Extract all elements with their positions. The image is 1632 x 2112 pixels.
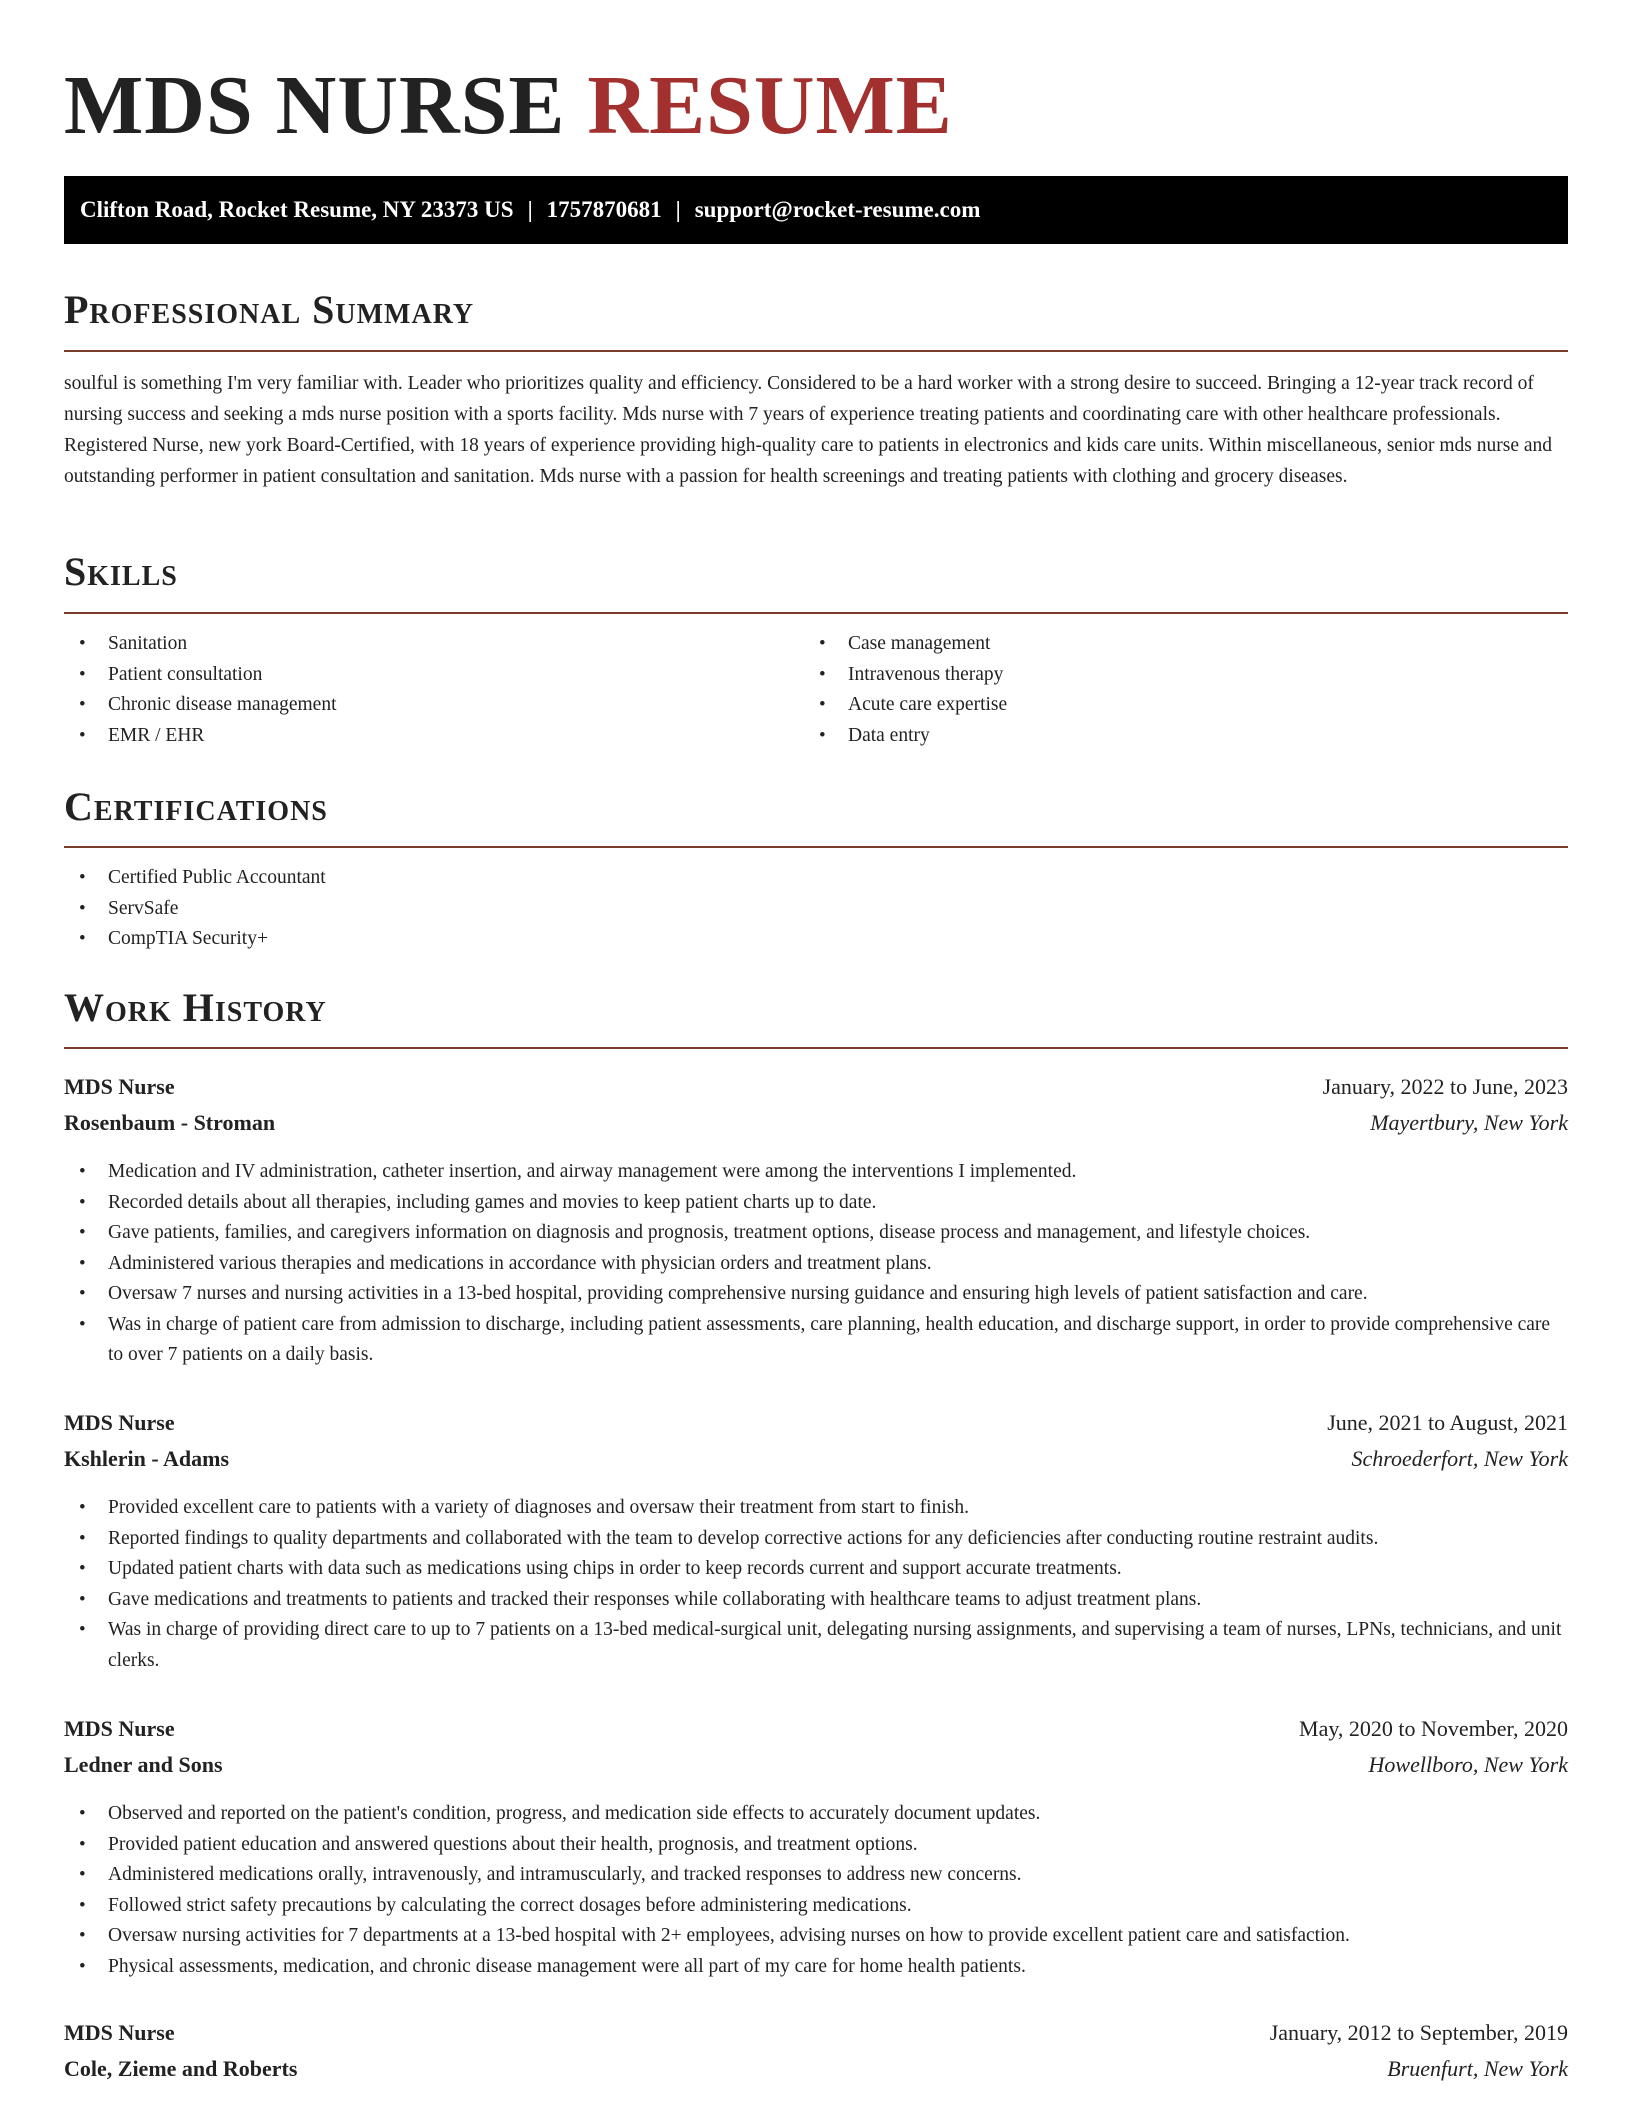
job-company: Kshlerin - Adams	[64, 1446, 230, 1471]
job-duty-item: • Provided patient education and answered questions about their health, prognosis, and treatment options.	[64, 1830, 1568, 1861]
skills-list-left	[64, 629, 804, 751]
certification-item: • Certified Public Accountant	[64, 863, 1568, 894]
job-duty-item: • Oversaw nursing activities for 7 departments at a 13-bed hospital with 2+ employees, advising nurses on how to provide excellent patient care and satisfaction.	[64, 1921, 1568, 1952]
contact-separator: |	[675, 197, 681, 222]
skill-item: • Acute care expertise	[804, 690, 1568, 721]
job-duty-item: • Was in charge of providing direct care to up to 7 patients on a 13-bed medical-surgical unit, delegating nursing assignments, and supervising a team of nurses, LPNs, technicians, and unit clerks.	[64, 1615, 1568, 1676]
job-duty-item: • Followed strict safety precautions by calculating the correct dosages before administering medications.	[64, 1891, 1568, 1922]
certifications-heading: Certifications	[64, 784, 328, 829]
job-duty-item: • Medication and IV administration, catheter insertion, and airway management were among the interventions I implemented.	[64, 1157, 1568, 1188]
certifications-divider	[64, 846, 1568, 848]
job-title: MDS Nurse	[64, 1074, 175, 1099]
job-duty-item: • Gave patients, families, and caregivers information on diagnosis and prognosis, treatment options, disease process and management, and lifestyle choices.	[64, 1218, 1568, 1249]
job-company: Rosenbaum - Stroman	[64, 1110, 276, 1135]
skill-item: • Case management	[804, 629, 1568, 660]
skill-item: • Intravenous therapy	[804, 660, 1568, 691]
job-duty-item: • Oversaw 7 nurses and nursing activities in a 13-bed hospital, providing comprehensive nursing guidance and ensuring high levels of patient satisfaction and care.	[64, 1279, 1568, 1310]
job-title: MDS Nurse	[64, 1410, 175, 1435]
skill-item: • Sanitation	[64, 629, 804, 660]
job-duty-item: • Gave medications and treatments to patients and tracked their responses while collaborating with healthcare teams to adjust treatment plans.	[64, 1585, 1568, 1616]
skills-divider	[64, 612, 1568, 614]
job-title: MDS Nurse	[64, 1716, 175, 1741]
contact-email[interactable]: support@rocket-resume.com	[694, 197, 981, 222]
contact-address: Clifton Road, Rocket Resume, NY 23373 US	[80, 197, 514, 222]
summary-heading: Professional Summary	[64, 287, 475, 332]
job-location: Howellboro, New York	[1368, 1752, 1568, 1777]
job-duties-list	[64, 1157, 1568, 1371]
skills-heading: Skills	[64, 549, 178, 594]
job-location: Bruenfurt, New York	[1387, 2056, 1568, 2081]
work-history-divider	[64, 1047, 1568, 1049]
contact-bar	[64, 176, 1568, 244]
certifications-list	[64, 863, 1568, 955]
job-location: Schroederfort, New York	[1351, 1446, 1568, 1471]
certification-item: • CompTIA Security+	[64, 924, 1568, 955]
job-duty-item: • Physical assessments, medication, and chronic disease management were all part of my care for home health patients.	[64, 1952, 1568, 1983]
job-dates: January, 2012 to September, 2019	[1269, 2020, 1568, 2045]
job-duty-item: • Observed and reported on the patient's condition, progress, and medication side effects to accurately document updates.	[64, 1799, 1568, 1830]
job-location: Mayertbury, New York	[1370, 1110, 1568, 1135]
job-company: Ledner and Sons	[64, 1752, 223, 1777]
skill-item: • Chronic disease management	[64, 690, 804, 721]
summary-text: soulful is something I'm very familiar with. Leader who prioritizes quality and efficiency. Considered to be a hard worker with a strong desire to succeed. Bringing a 12-year track record of nursing success and seeking a mds nurse position with a sports facility. Mds nurse with 7 years of experience treating patients and coordinating care with other healthcare professionals. Registered Nurse, new york Board-Certified, with 18 years of experience providing high-quality care to patients in electronics and kids care units. Within miscellaneous, senior mds nurse and outstanding performer in patient consultation and sanitation. Mds nurse with a passion for health screenings and treating patients with clothing and grocery diseases.	[64, 373, 1553, 487]
job-dates: May, 2020 to November, 2020	[1299, 1716, 1568, 1741]
job-dates: January, 2022 to June, 2023	[1322, 1074, 1568, 1099]
job-duty-item: • Was in charge of patient care from admission to discharge, including patient assessments, care planning, health education, and discharge support, in order to provide comprehensive care to over 7 patients on a daily basis.	[64, 1310, 1568, 1371]
job-duty-item: • Recorded details about all therapies, including games and movies to keep patient charts up to date.	[64, 1188, 1568, 1219]
title-main: MDS NURSE	[64, 59, 566, 152]
job-duty-item: • Administered various therapies and medications in accordance with physician orders and treatment plans.	[64, 1249, 1568, 1280]
skills-list-right	[804, 629, 1568, 751]
job-duty-item: • Reported findings to quality departments and collaborated with the team to develop corrective actions for any deficiencies after conducting routine restraint audits.	[64, 1524, 1568, 1555]
certification-item: • ServSafe	[64, 894, 1568, 925]
job-duty-item: • Administered medications orally, intravenously, and intramuscularly, and tracked responses to address new concerns.	[64, 1860, 1568, 1891]
title-accent: RESUME	[587, 59, 953, 152]
skill-item: • Patient consultation	[64, 660, 804, 691]
resume-title	[64, 58, 953, 154]
work-history-heading: Work History	[64, 985, 327, 1030]
job-dates: June, 2021 to August, 2021	[1327, 1410, 1568, 1435]
skill-item: • Data entry	[804, 721, 1568, 752]
job-duties-list	[64, 1799, 1568, 1982]
job-title: MDS Nurse	[64, 2020, 175, 2045]
job-company: Cole, Zieme and Roberts	[64, 2056, 298, 2081]
job-duties-list	[64, 1493, 1568, 1676]
job-duty-item: • Provided excellent care to patients with a variety of diagnoses and oversaw their treatment from start to finish.	[64, 1493, 1568, 1524]
summary-divider	[64, 350, 1568, 352]
job-duty-item: • Updated patient charts with data such as medications using chips in order to keep records current and support accurate treatments.	[64, 1554, 1568, 1585]
contact-separator: |	[527, 197, 533, 222]
skill-item: • EMR / EHR	[64, 721, 804, 752]
contact-phone[interactable]: 1757870681	[546, 197, 662, 222]
